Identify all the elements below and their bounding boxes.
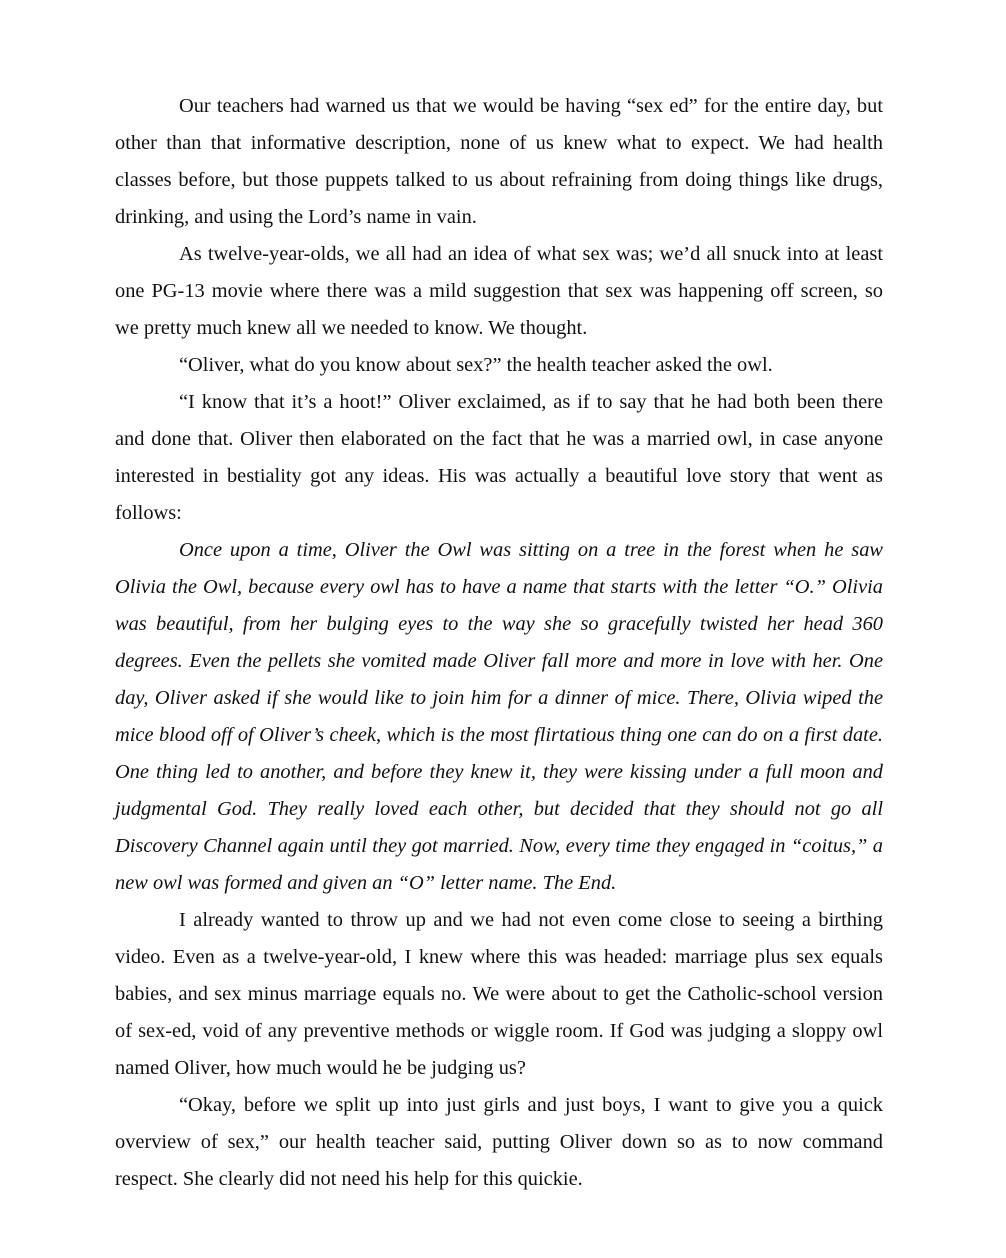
paragraph-twelve-year-olds: As twelve-year-olds, we all had an idea of what sex was; we’d all snuck into at least one PG-13 movie where there was a mild suggestion that sex was happening off screen, so we pretty much knew all we needed to know. We thought. bbox=[115, 243, 883, 339]
paragraph-oliver-reply: “I know that it’s a hoot!” Oliver exclaimed, as if to say that he had both been there and done that. Oliver then elaborated on the fact that he was a married owl, in case anyone interested in bestiality got any ideas. His was actually a beautiful love story that went as follows: bbox=[115, 391, 883, 524]
paragraph-sex-ed-warning: Our teachers had warned us that we would be having “sex ed” for the entire day, but other than that informative description, none of us knew what to expect. We had health classes before, but those puppets talked to us about refraining from doing things like drugs, drinking, and using the Lord’s name in vain. bbox=[115, 95, 883, 228]
body-text bbox=[115, 88, 883, 1198]
paragraph-owl-story: Once upon a time, Oliver the Owl was sitting on a tree in the forest when he saw Olivia the Owl, because every owl has to have a name that starts with the letter “O.” Olivia was beautiful, from her bulging eyes to the way she so gracefully twisted her head 360 degrees. Even the pellets she vomited made Oliver fall more and more in love with her. One day, Oliver asked if she would like to join him for a dinner of mice. There, Olivia wiped the mice blood off of Oliver’s cheek, which is the most flirtatious thing one can do on a first date. One thing led to another, and before they knew it, they were kissing under a full moon and judgmental God. They really loved each other, but decided that they should not go all Discovery Channel again until they got married. Now, every time they engaged in “coitus,” a new owl was formed and given an “O” letter name. The End. bbox=[115, 539, 883, 894]
paragraph-throw-up: I already wanted to throw up and we had not even come close to seeing a birthing video. Even as a twelve-year-old, I knew where this was headed: marriage plus sex equals babies, and sex minus marriage equals no. We were about to get the Catholic-school version of sex-ed, void of any preventive methods or wiggle room. If God was judging a sloppy owl named Oliver, how much would he be judging us? bbox=[115, 909, 883, 1079]
paragraph-overview: “Okay, before we split up into just girls and just boys, I want to give you a quick overview of sex,” our health teacher said, putting Oliver down so as to now command respect. She clearly did not need his help for this quickie. bbox=[115, 1094, 883, 1190]
paragraph-teacher-question: “Oliver, what do you know about sex?” the health teacher asked the owl. bbox=[179, 354, 773, 376]
